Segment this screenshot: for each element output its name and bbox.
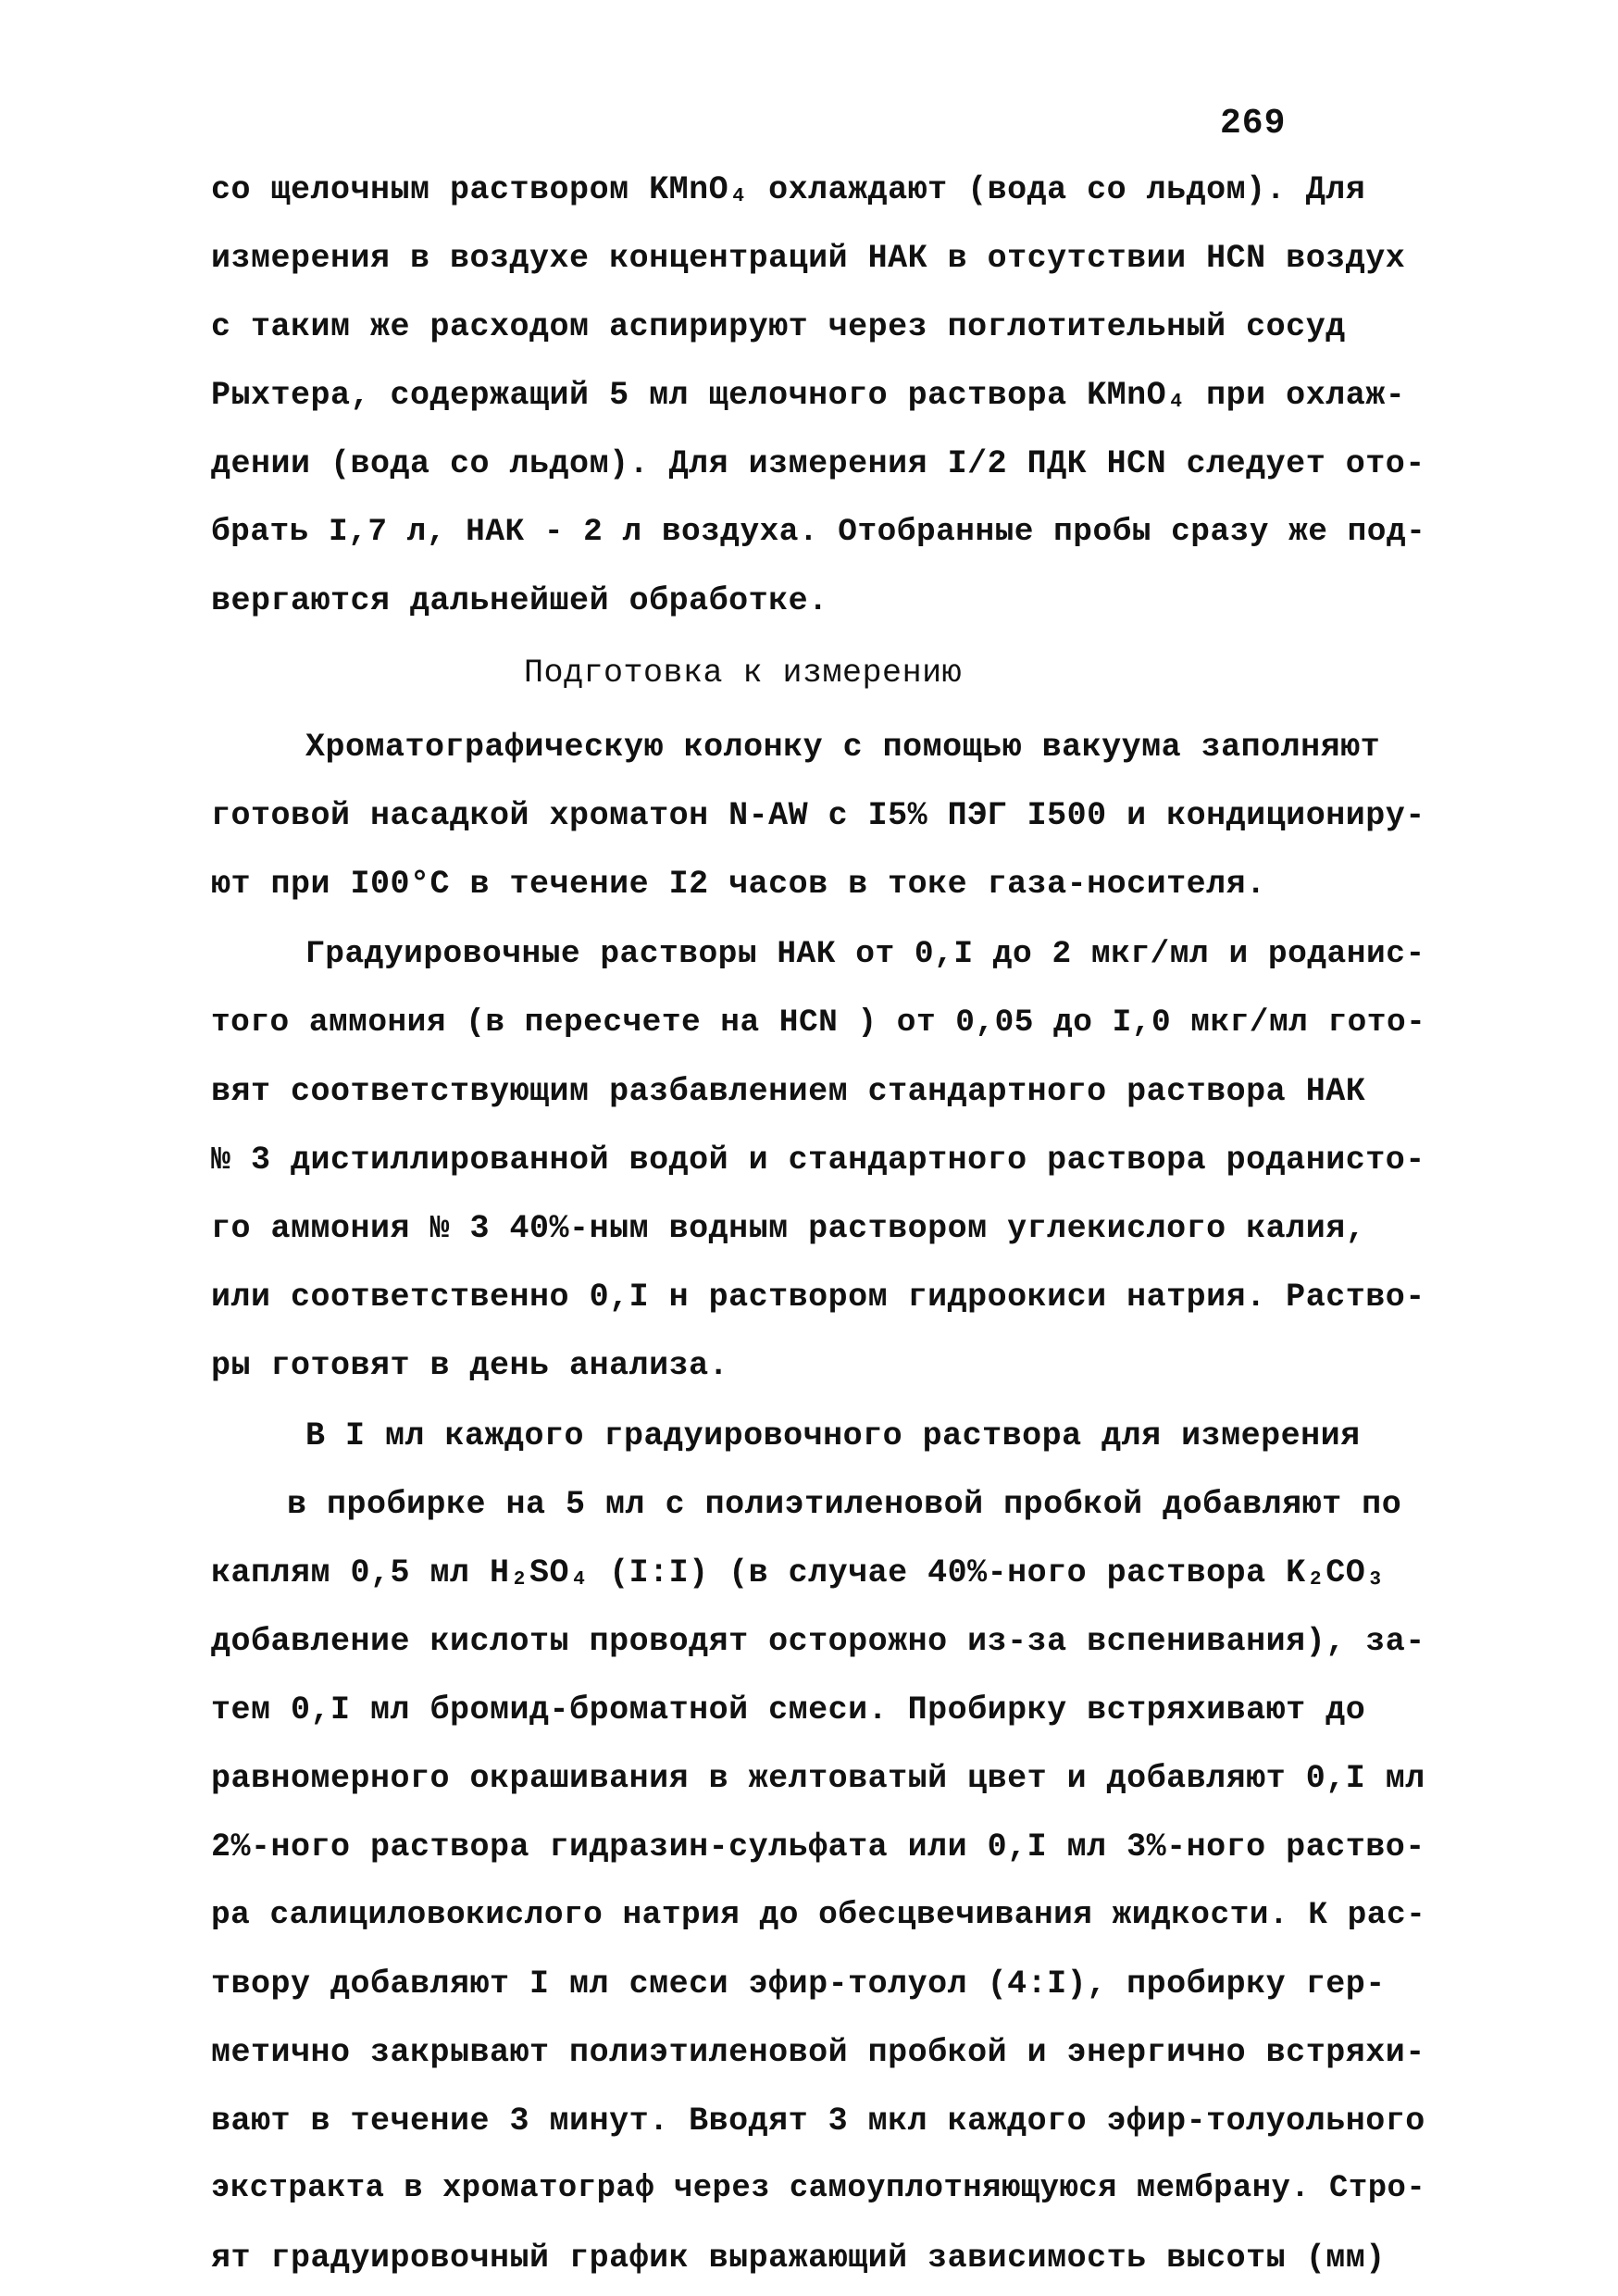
text-line: тем 0,I мл бромид-броматной смеси. Пробирку встряхивают до	[211, 1691, 1366, 1728]
text-line: ра салициловокислого натрия до обесцвечивания жидкости. К рас-	[211, 1897, 1426, 1933]
text-line: ры готовят в день анализа.	[211, 1347, 729, 1384]
text-line: или соответственно 0,I н раствором гидроокиси натрия. Раство-	[211, 1279, 1425, 1316]
text-line: Градуировочные растворы НАК от 0,I до 2 мкг/мл и роданис-	[305, 936, 1425, 972]
text-line: брать I,7 л, НАК - 2 л воздуха. Отобранные пробы сразу же под-	[211, 514, 1426, 550]
text-line: вают в течение 3 минут. Вводят 3 мкл каждого эфир-толуольного	[211, 2103, 1425, 2140]
text-line: каплям 0,5 мл H₂SO₄ (I:I) (в случае 40%-ного раствора K₂CO₃	[211, 1554, 1386, 1591]
page-number: 269	[1220, 104, 1287, 144]
text-line: № 3 дистиллированной водой и стандартного раствора роданисто-	[211, 1142, 1425, 1179]
text-line: добавление кислоты проводят осторожно из-за вспенивания), за-	[211, 1623, 1425, 1660]
text-line: твору добавляют I мл смеси эфир-толуол (4:I), пробирку гер-	[211, 1965, 1386, 2003]
text-line: в пробирке на 5 мл с полиэтиленовой пробкой добавляют по	[287, 1486, 1402, 1523]
text-line: ют при I00°С в течение I2 часов в токе газа-носителя.	[211, 866, 1266, 903]
text-line: с таким же расходом аспирируют через поглотительный сосуд	[211, 308, 1346, 345]
text-line: го аммония № 3 40%-ным водным раствором углекислого калия,	[211, 1210, 1366, 1247]
section-heading: Подготовка к измерению	[524, 655, 963, 692]
text-line: дении (вода со льдом). Для измерения I/2 ПДК HCN следует ото-	[211, 445, 1425, 482]
text-line: В I мл каждого градуировочного раствора для измерения	[305, 1417, 1361, 1454]
text-line: вят соответствующим разбавлением стандартного раствора НАК	[211, 1073, 1366, 1110]
text-line: вергаются дальнейшей обработке.	[211, 582, 828, 619]
text-line: экстракта в хроматограф через самоуплотняющуюся мембрану. Стро-	[211, 2171, 1426, 2206]
text-line: Хроматографическую колонку с помощью вакуума заполняют	[305, 729, 1381, 766]
text-line: готовой насадкой хроматон N-AW с I5% ПЭГ I500 и кондициониру-	[211, 797, 1425, 834]
text-line: со щелочным раствором KMnO₄ охлаждают (вода со льдом). Для	[211, 171, 1366, 208]
text-line: того аммония (в пересчете на HCN ) от 0,05 до I,0 мкг/мл гото-	[211, 1004, 1426, 1041]
text-line: равномерного окрашивания в желтоватый цвет и добавляют 0,I мл	[211, 1760, 1425, 1797]
text-line: метично закрывают полиэтиленовой пробкой и энергично встряхи-	[211, 2034, 1425, 2071]
text-line: 2%-ного раствора гидразин-сульфата или 0,I мл 3%-ного раство-	[211, 1828, 1425, 1866]
text-line: ят градуировочный график выражающий зависимость высоты (мм)	[211, 2240, 1386, 2277]
text-line: Рыхтера, содержащий 5 мл щелочного раствора KMnO₄ при охлаж-	[211, 377, 1406, 414]
text-line: измерения в воздухе концентраций НАК в отсутствии HCN воздух	[211, 240, 1406, 277]
